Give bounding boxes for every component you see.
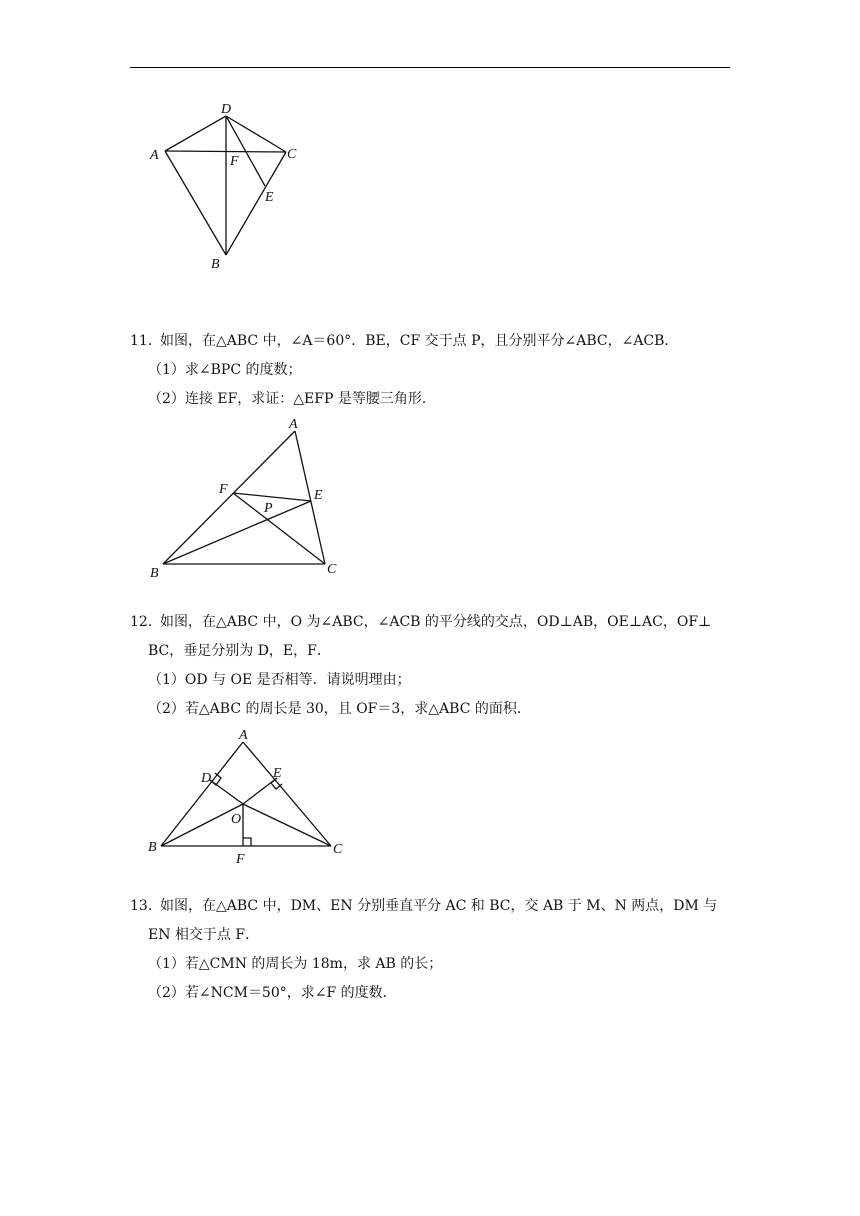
problem-11-number: 11． [130, 333, 162, 349]
figure-10 [140, 100, 320, 275]
right-angle-f [243, 838, 251, 846]
problem-13-stem-line-1: 如图，在△ABC 中，DM、EN 分别垂直平分 AC 和 BC，交 AB 于 M、N 两点，DM 与 [160, 898, 718, 914]
label-a: A [289, 417, 298, 432]
label-b: B [148, 840, 157, 855]
label-b: B [211, 257, 220, 272]
label-f: F [219, 482, 228, 497]
segment-dc [226, 116, 286, 152]
figure-12 [145, 722, 355, 872]
segment-ba [161, 742, 243, 846]
segment-be [163, 501, 311, 564]
label-p: P [264, 501, 273, 516]
header-rule [130, 67, 730, 68]
segment-ab [165, 151, 226, 255]
problem-13-stem-line-2: EN 相交于点 F． [148, 927, 260, 943]
label-o: O [231, 812, 242, 827]
label-c: C [327, 562, 337, 577]
label-c: C [333, 842, 343, 857]
problem-11-stem: 如图，在△ABC 中，∠A＝60°．BE，CF 交于点 P，且分别平分∠ABC，∠ACB． [160, 333, 679, 349]
problem-12-part-1: （1）OD 与 OE 是否相等．请说明理由； [148, 672, 411, 688]
label-e: E [314, 488, 323, 503]
label-e: E [273, 766, 282, 781]
segment-fe [233, 493, 311, 501]
problem-13-part-2: （2）若∠NCM＝50°，求∠F 的度数． [148, 985, 397, 1001]
segment-ad [165, 116, 226, 151]
problem-12-number: 12． [130, 614, 162, 630]
figure-11 [145, 415, 355, 580]
problem-11-part-2: （2）连接 EF，求证：△EFP 是等腰三角形． [148, 391, 436, 407]
problem-13-number: 13． [130, 898, 162, 914]
label-a: A [239, 728, 248, 743]
label-f: F [230, 154, 239, 169]
problem-13-part-1: （1）若△CMN 的周长为 18m，求 AB 的长； [148, 956, 443, 972]
label-e: E [265, 190, 274, 205]
problem-12-stem-line-2: BC，垂足分别为 D，E，F． [148, 643, 331, 659]
problem-11-part-1: （1）求∠BPC 的度数； [148, 362, 302, 378]
label-b: B [150, 566, 159, 581]
segment-oc [243, 804, 331, 846]
label-a: A [150, 148, 159, 163]
label-d: D [221, 102, 232, 117]
label-f: F [236, 852, 245, 867]
problem-12-stem-line-1: 如图，在△ABC 中，O 为∠ABC，∠ACB 的平分线的交点，OD⊥AB，OE⊥AC，OF⊥ [160, 614, 712, 630]
label-d: D [201, 771, 212, 786]
label-c: C [287, 147, 297, 162]
problem-12-part-2: （2）若△ABC 的周长是 30，且 OF＝3，求△ABC 的面积． [148, 701, 531, 717]
